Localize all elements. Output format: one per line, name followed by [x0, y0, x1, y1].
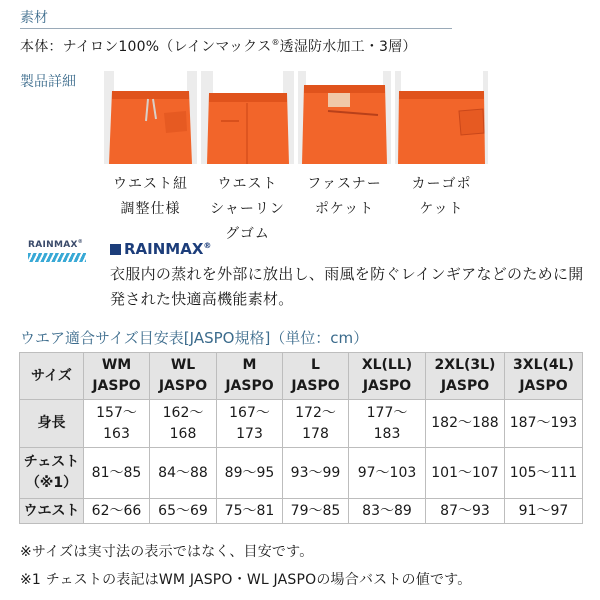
table-cell: 97〜103	[349, 448, 426, 499]
square-bullet-icon	[110, 244, 121, 255]
material-section-title: 素材	[20, 10, 48, 26]
row-header-chest: チェスト （※1）	[20, 448, 84, 499]
material-divider	[20, 28, 452, 29]
detail-photo	[298, 71, 391, 164]
detail-photo-gallery	[104, 71, 488, 247]
note-chest-bust: ※1 チェストの表記はWM JASPO・WL JASPOの場合バストの値です。	[20, 572, 472, 588]
column-header: 2XL(3L) JASPO	[426, 353, 505, 400]
table-cell: 83〜89	[349, 499, 426, 524]
pants-cargo-pocket-image	[395, 71, 488, 164]
column-header: M JASPO	[217, 353, 283, 400]
table-cell: 81〜85	[84, 448, 150, 499]
table-cell: 89〜95	[217, 448, 283, 499]
column-header: L JASPO	[283, 353, 349, 400]
table-cell: 93〜99	[283, 448, 349, 499]
detail-item-waist-shirring	[201, 71, 294, 247]
table-cell: 79〜85	[283, 499, 349, 524]
table-row	[20, 400, 583, 448]
detail-caption: ファスナー ポケット	[307, 176, 382, 217]
row-header-waist: ウエスト	[20, 499, 84, 524]
table-cell: 84〜88	[150, 448, 217, 499]
detail-caption: ウエスト紐 調整仕様	[113, 176, 188, 217]
table-cell: 62〜66	[84, 499, 150, 524]
detail-item-waist-cord	[104, 71, 197, 247]
table-cell: 172〜 178	[283, 400, 349, 448]
note-size-disclaimer: ※サイズは実寸法の表示ではなく、目安です。	[20, 544, 314, 560]
size-table	[19, 352, 583, 524]
table-cell: 87〜93	[426, 499, 505, 524]
table-cell: 75〜81	[217, 499, 283, 524]
column-header: 3XL(4L) JASPO	[505, 353, 583, 400]
column-header: XL(LL) JASPO	[349, 353, 426, 400]
material-text: 本体：ナイロン100%（レインマックス®透湿防水加工・3層）	[20, 38, 417, 55]
row-header-height: 身長	[20, 400, 84, 448]
table-corner-cell: サイズ	[20, 353, 84, 400]
detail-caption: ウエスト シャーリン グゴム	[210, 176, 285, 242]
detail-photo	[201, 71, 294, 164]
pants-waist-shirring-image	[201, 71, 294, 164]
table-cell: 105〜111	[505, 448, 583, 499]
table-header-row	[20, 353, 583, 400]
table-cell: 187〜193	[505, 400, 583, 448]
detail-item-zip-pocket	[298, 71, 391, 247]
table-cell: 162〜 168	[150, 400, 217, 448]
column-header: WM JASPO	[84, 353, 150, 400]
rainmax-brand-title: RAINMAX®	[110, 240, 211, 258]
table-row	[20, 448, 583, 499]
pants-waist-cord-image	[104, 71, 197, 164]
rainmax-logo: RAINMAX®	[28, 239, 92, 262]
table-cell: 157〜 163	[84, 400, 150, 448]
table-row	[20, 499, 583, 524]
pants-zip-pocket-image	[298, 71, 391, 164]
rainmax-stripes-icon	[28, 253, 86, 262]
detail-item-cargo-pocket	[395, 71, 488, 247]
detail-caption: カーゴポ ケット	[411, 176, 472, 217]
table-cell: 182〜188	[426, 400, 505, 448]
table-cell: 167〜 173	[217, 400, 283, 448]
table-cell: 91〜97	[505, 499, 583, 524]
detail-photo	[395, 71, 488, 164]
column-header: WL JASPO	[150, 353, 217, 400]
rainmax-description: 衣服内の蒸れを外部に放出し、雨風を防ぐレインギアなどのために開発された快適高機能素材。	[110, 265, 584, 308]
detail-photo	[104, 71, 197, 164]
table-cell: 101〜107	[426, 448, 505, 499]
size-table-title: ウエア適合サイズ目安表[JASPO規格]（単位：cm）	[20, 329, 369, 347]
table-cell: 177〜 183	[349, 400, 426, 448]
table-cell: 65〜69	[150, 499, 217, 524]
details-section-title: 製品詳細	[20, 74, 76, 90]
